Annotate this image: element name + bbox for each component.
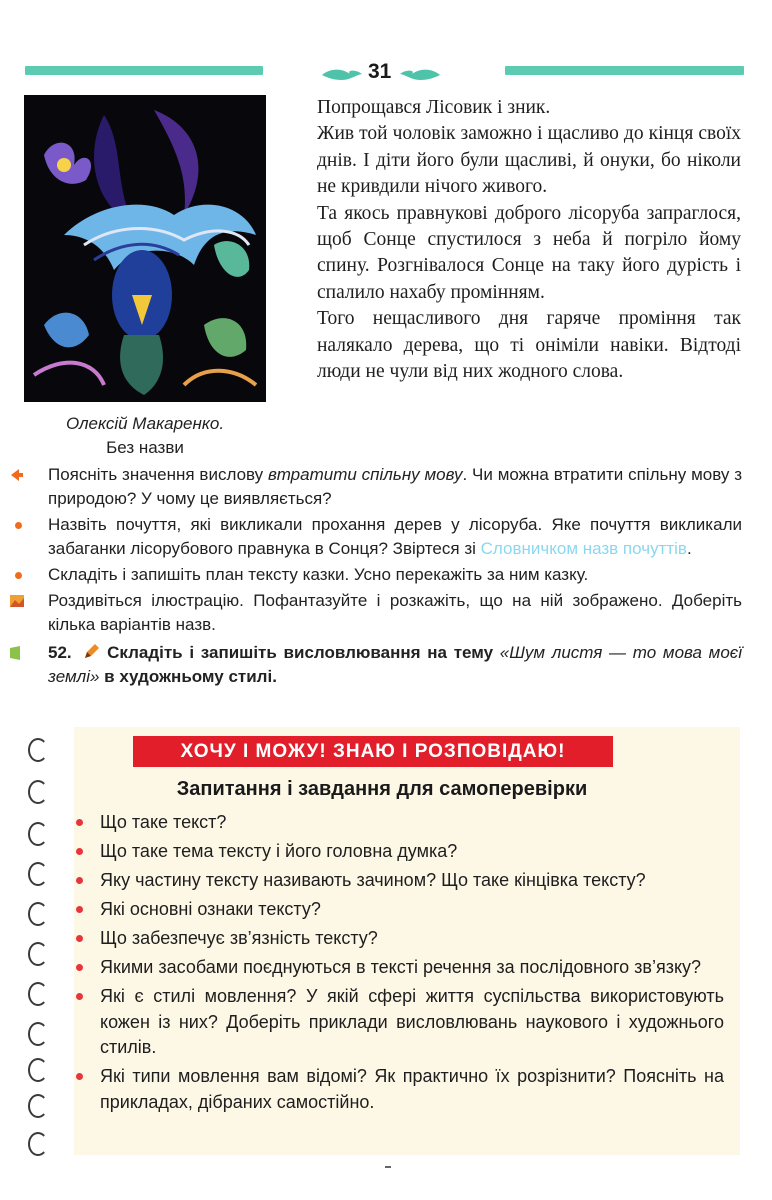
- task-52: 52. Складіть і запишіть висловлювання на тему «Шум листя — то мова моєї землі» в художньому стилі.: [48, 641, 742, 689]
- painting-image: [24, 95, 266, 402]
- essay-topic: «Шум листя — то мова моєї землі»: [48, 643, 742, 686]
- bullet-icon: [76, 993, 83, 1000]
- ring-icon: [28, 902, 48, 926]
- caption-author: Олексій Макаренко.: [65, 414, 225, 433]
- story-paragraph: Того нещасливого дня гаряче проміння так налякало дерева, що ті оніміли навіки. Відтоді люди не чули від них жодного слова.: [317, 308, 741, 383]
- ring-icon: [28, 1058, 48, 1082]
- question-item: Яку частину тексту називають зачином? Що таке кінцівка тексту?: [100, 868, 724, 894]
- task-item: Назвіть почуття, які викликали прохання дерев у лісоруба. Яке почуття викликали забаганки лісорубового правнука в Сонця? Звіртеся зі Словничком назв почуттів.: [48, 513, 742, 561]
- page-number: 31: [368, 60, 392, 83]
- caption-title: Без назви: [106, 438, 184, 457]
- task-item: Поясніть значення вислову втратити спільну мову. Чи можна втратити спільну мову з природою? У чому це виявляється?: [48, 463, 742, 511]
- question-list: [100, 810, 724, 1119]
- self-check-title: Запитання і завдання для самоперевірки: [176, 778, 588, 800]
- page-number-block: [320, 60, 450, 90]
- green-marker-icon: [10, 646, 24, 660]
- pencil-icon: [82, 643, 100, 661]
- question-item: Які типи мовлення вам відомі? Як практично їх розрізнити? Поясніть на прикладах, дібраних самостійно.: [100, 1064, 724, 1115]
- ring-icon: [28, 862, 48, 886]
- bullet-icon: [76, 1073, 83, 1080]
- bullet-icon: [15, 522, 22, 529]
- ring-icon: [28, 738, 48, 762]
- illustration-caption: [24, 412, 266, 460]
- story-paragraph: Жив той чоловік заможно і щасливо до кінця своїх днів. І діти його були щасливі, й онуки, бо ніколи не кривдили нічого живого.: [317, 123, 741, 198]
- bullet-icon: [76, 906, 83, 913]
- bullet-icon: [76, 819, 83, 826]
- self-check-banner: ХОЧУ І МОЖУ! ЗНАЮ І РОЗПОВІДАЮ!: [133, 736, 613, 767]
- question-item: Якими засобами поєднуються в тексті речення за послідовного зв’язку?: [100, 955, 724, 981]
- question-item: Які є стилі мовлення? У якій сфері життя суспільства використовують кожен із них? Доберіть приклади висловлювань наукового і художнього стилів.: [100, 984, 724, 1061]
- story-paragraph: Попрощався Лісовик і зник.: [317, 97, 551, 118]
- bullet-icon: [76, 848, 83, 855]
- ring-icon: [28, 942, 48, 966]
- bullet-icon: [15, 572, 22, 579]
- task-list: [48, 463, 742, 691]
- notebook-rings: [28, 738, 50, 1158]
- ring-icon: [28, 822, 48, 846]
- question-item: Що забезпечує зв’язність тексту?: [100, 926, 724, 952]
- bullet-icon: [76, 877, 83, 884]
- ornament-left-icon: [320, 66, 364, 84]
- question-item: Які основні ознаки тексту?: [100, 897, 724, 923]
- task-item: Складіть і запишіть план тексту казки. Усно перекажіть за ним казку.: [48, 563, 742, 587]
- picture-marker-icon: [10, 594, 24, 608]
- bullet-icon: [76, 935, 83, 942]
- task-item: Роздивіться ілюстрацію. Пофантазуйте і розкажіть, що на ній зображено. Доберіть кілька варіантів назв.: [48, 589, 742, 637]
- header-bar-left: [25, 66, 263, 75]
- task-number: 52.: [48, 643, 72, 662]
- ornament-right-icon: [398, 66, 442, 84]
- bullet-icon: [76, 964, 83, 971]
- story-text: [317, 95, 741, 385]
- story-paragraph: Та якось правнукові доброго лісоруба запраглося, щоб Сонце спустилося з неба й погріло йому спину. Розгнівалося Сонце на таку його дурість і спалило нахабу промінням.: [317, 202, 741, 303]
- ring-icon: [28, 1094, 48, 1118]
- question-item: Що таке тема тексту і його головна думка?: [100, 839, 724, 865]
- dictionary-link[interactable]: Словничком назв почуттів: [480, 539, 687, 558]
- question-item: Що таке текст?: [100, 810, 724, 836]
- page-mark: [385, 1166, 391, 1168]
- ring-icon: [28, 1132, 48, 1156]
- ring-icon: [28, 780, 48, 804]
- phrase-italic: втратити спільну мову: [268, 465, 463, 484]
- header-bar-right: [505, 66, 744, 75]
- illustration-painting: [24, 95, 266, 402]
- arrow-marker-icon: [10, 468, 24, 482]
- ring-icon: [28, 1022, 48, 1046]
- ring-icon: [28, 982, 48, 1006]
